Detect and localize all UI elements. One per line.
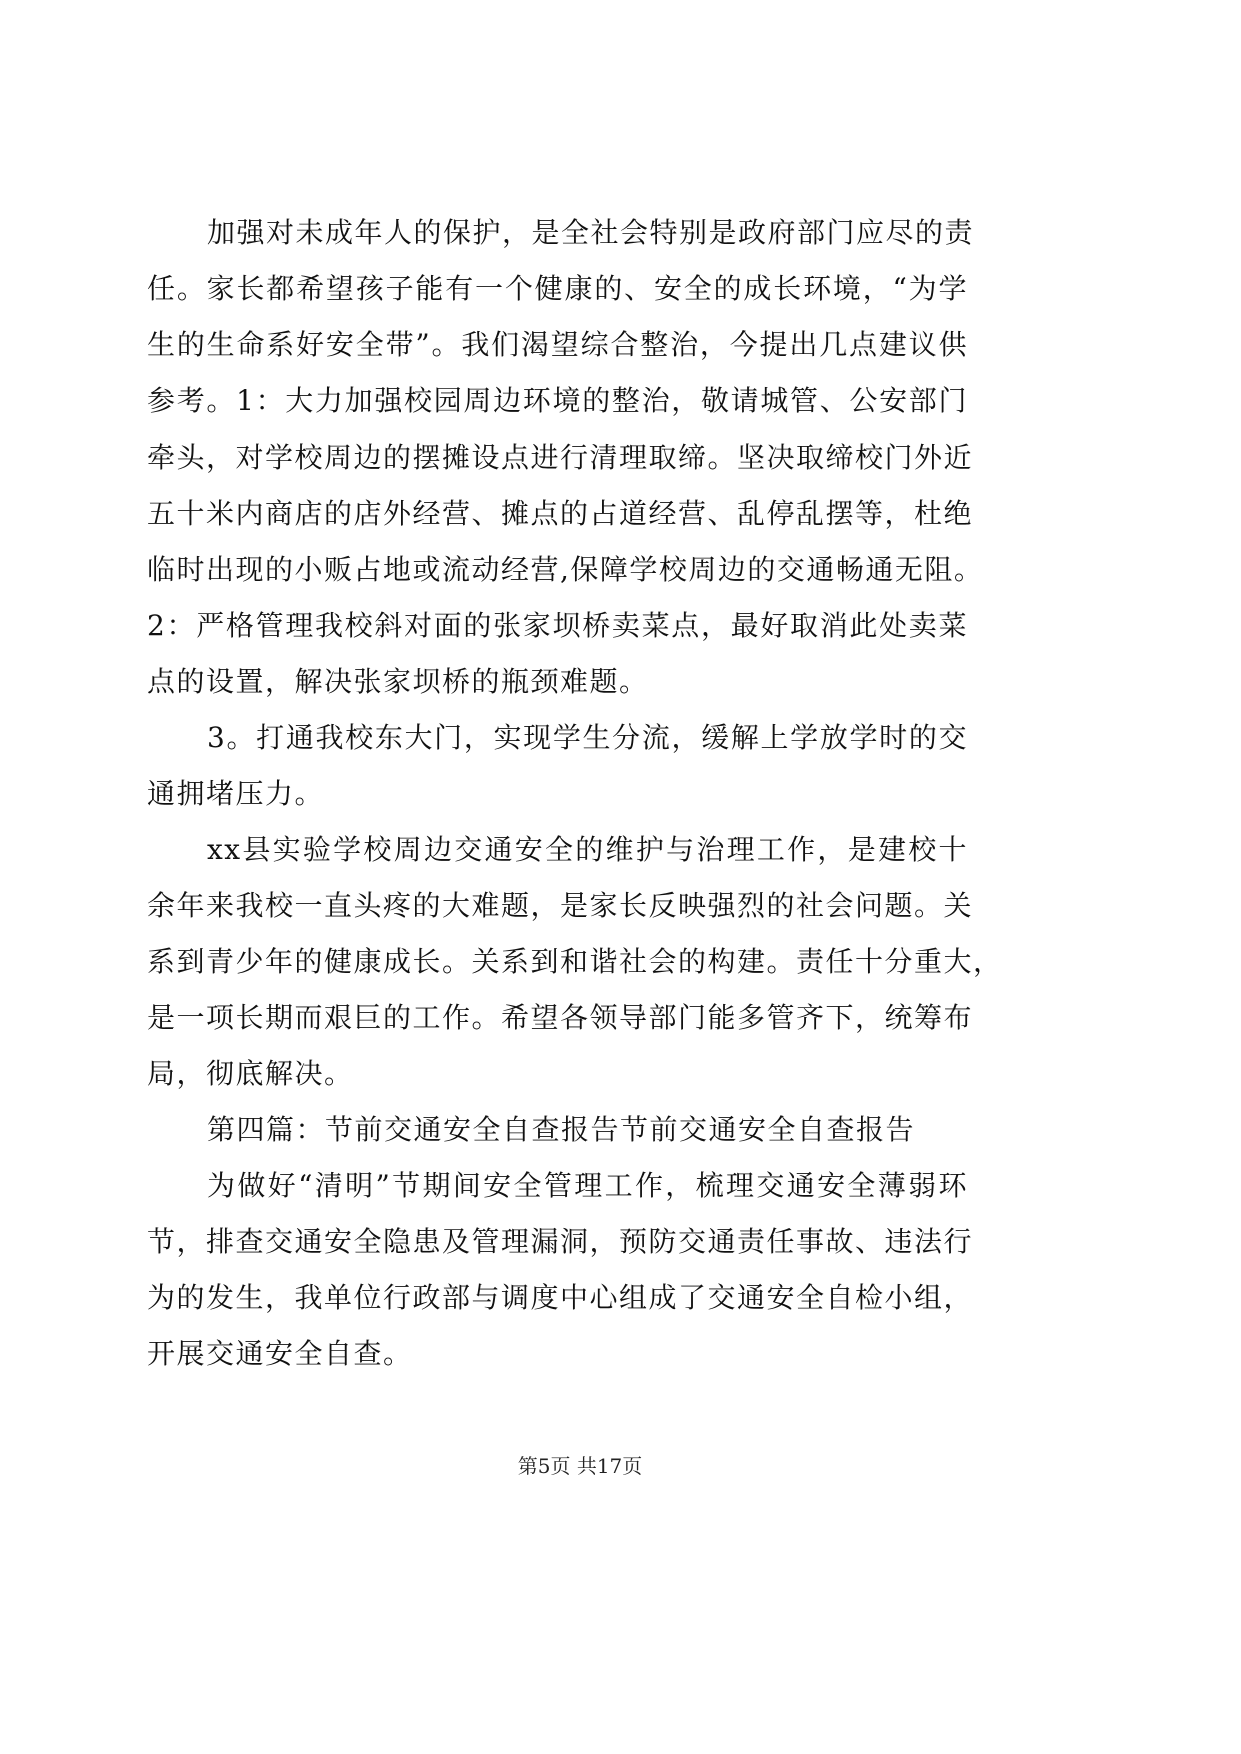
text-line: 余年来我校一直头疼的大难题，是家长反映强烈的社会问题。关	[147, 889, 974, 922]
text-line: 是一项长期而艰巨的工作。希望各领导部门能多管齐下，统筹布	[147, 1001, 974, 1034]
text-line: 2：严格管理我校斜对面的张家坝桥卖菜点，最好取消此处卖菜	[147, 609, 968, 642]
text-line: 临时出现的小贩占地或流动经营,保障学校周边的交通畅通无阻。	[147, 553, 984, 586]
text-line: 五十米内商店的店外经营、摊点的占道经营、乱停乱摆等，杜绝	[147, 497, 974, 530]
text-line: 牵头，对学校周边的摆摊设点进行清理取缔。坚决取缔校门外近	[147, 441, 974, 474]
text-line: 通拥堵压力。	[147, 777, 325, 810]
text-line: 系到青少年的健康成长。关系到和谐社会的构建。责任十分重大，	[147, 945, 1003, 978]
text-line: 为做好“清明”节期间安全管理工作，梳理交通安全薄弱环	[207, 1169, 968, 1202]
section-heading: 第四篇：节前交通安全自查报告节前交通安全自查报告	[207, 1113, 916, 1146]
text-line: 加强对未成年人的保护，是全社会特别是政府部门应尽的责	[207, 216, 975, 249]
text-line: 任。家长都希望孩子能有一个健康的、安全的成长环境，“为学	[147, 272, 968, 305]
text-line: 局，彻底解决。	[147, 1057, 354, 1090]
text-line: 节，排查交通安全隐患及管理漏洞，预防交通责任事故、违法行	[147, 1225, 974, 1258]
text-line: 开展交通安全自查。	[147, 1337, 413, 1370]
text-line: 3。打通我校东大门，实现学生分流，缓解上学放学时的交	[207, 721, 968, 754]
page-number: 第5页 共17页	[517, 1454, 643, 1478]
text-line: 参考。1：大力加强校园周边环境的整治，敬请城管、公安部门	[147, 384, 968, 417]
text-line: xx县实验学校周边交通安全的维护与治理工作，是建校十	[207, 833, 968, 866]
text-line: 为的发生，我单位行政部与调度中心组成了交通安全自检小组，	[147, 1281, 974, 1314]
text-line: 生的生命系好安全带”。我们渴望综合整治，今提出几点建议供	[147, 328, 968, 361]
text-line: 点的设置，解决张家坝桥的瓶颈难题。	[147, 665, 649, 698]
